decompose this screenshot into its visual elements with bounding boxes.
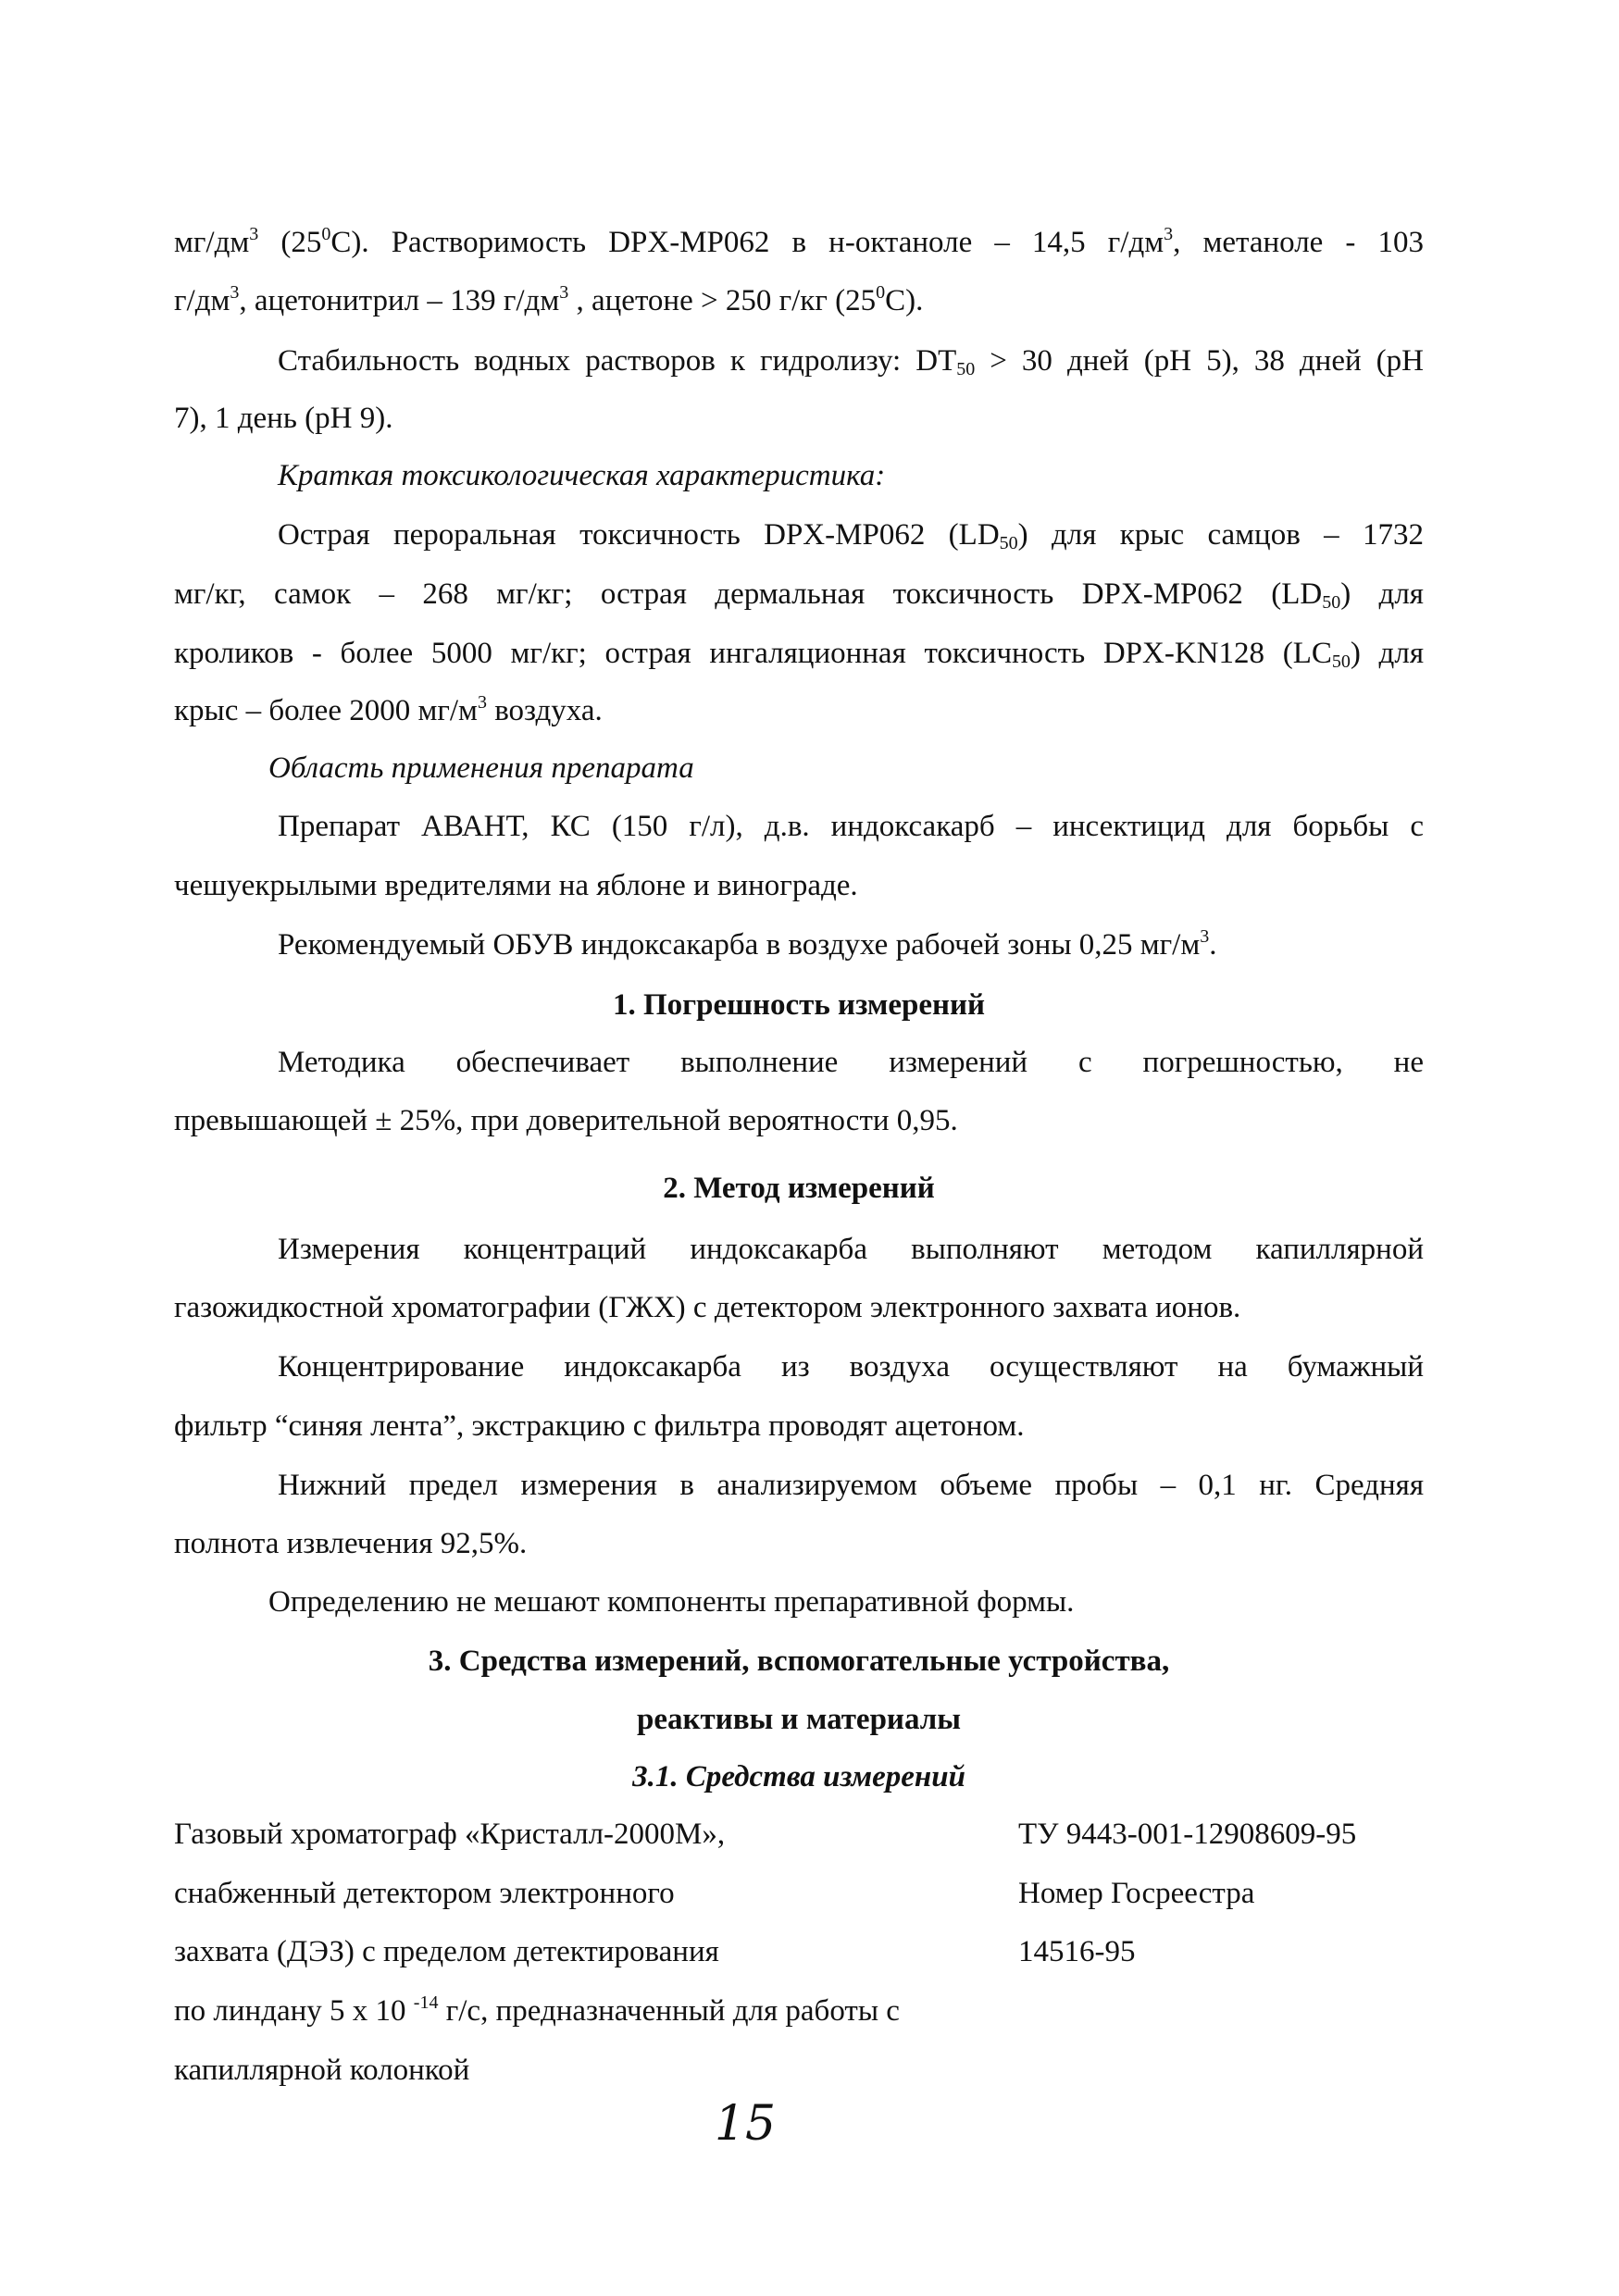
solubility-line-2: $г/дм^3$, ацетонитрил – 139 $г/дм^3$ , ацетоне > 250 г/кг $(25^0С)$. [174,282,924,317]
section-1-line-1: Методика обеспечивает выполнение измерений с погрешностью, не [278,1046,1424,1079]
section-2-p3-line-1: Нижний предел измерения в анализируемом объеме пробы – 0,1 нг. Средняя [278,1469,1424,1502]
instrument-line-2: снабженный детектором электронного [174,1877,675,1910]
spec-registry-label: Номер Госреестра [1018,1877,1255,1910]
instrument-line-1: Газовый хроматограф «Кристалл-2000М», [174,1818,726,1851]
usage-line-1: Препарат АВАНТ, КС (150 г/л), д.в. индоксакарб – инсектицид для борьбы с [278,810,1424,843]
section-3-title-line-2: реактивы и материалы [636,1703,962,1736]
instrument-line-3: захвата (ДЭЗ) с пределом детектирования [174,1935,719,1968]
tox-line-3: кроликов - более 5000 мг/кг; острая ингаляционная токсичность DPX-KN128 $(LC_{50})$ для [174,637,1424,672]
section-1-title: 1. Погрешность измерений [612,988,986,1022]
tox-heading: Краткая токсикологическая характеристика: [278,459,886,492]
section-2-p2-line-1: Концентрирование индоксакарба из воздуха осуществляют на бумажный [278,1350,1424,1384]
usage-line-2: чешуекрылыми вредителями на яблоне и винограде. [174,869,858,902]
tox-line-2: мг/кг, самок – 268 мг/кг; острая дермальная токсичность DPX-MP062 $(LD_{50})$ для [174,577,1424,613]
section-1-line-2: превышающей ± 25%, при доверительной вероятности 0,95. [174,1104,958,1137]
section-2-p1-line-1: Измерения концентраций индоксакарба выполняют методом капиллярной [278,1233,1424,1266]
section-2-p4: Определению не мешают компоненты препаративной формы. [268,1585,1075,1619]
section-2-title: 2. Метод измерений [663,1172,935,1205]
page-number: 15 [714,2096,777,2152]
tox-line-1: Острая пероральная токсичность DPX-MP062 $(LD_{50})$ для крыс самцов – 1732 [278,518,1424,553]
instrument-line-4: по линдану 5 х 10 $^{-14}$ г/с, предназначенный для работы с [174,1992,900,2028]
stability-line-1: Стабильность водных растворов к гидролизу: $DT_{50} > 30$ дней (pH 5), 38 дней (pH [278,344,1424,379]
spec-registry-number: 14516-95 [1018,1935,1136,1968]
obuv-line: Рекомендуемый ОБУВ индоксакарба в воздухе рабочей зоны 0,25 $мг/м^3$. [278,926,1217,962]
section-2-p3-line-2: полнота извлечения 92,5%. [174,1527,528,1560]
tox-line-4: крыс – более 2000 $мг/м^3$ воздуха. [174,692,603,727]
instrument-line-5: капиллярной колонкой [174,2054,470,2087]
section-2-p2-line-2: фильтр “синяя лента”, экстракцию с фильтра проводят ацетоном. [174,1409,1025,1443]
section-2-p1-line-2: газожидкостной хроматографии (ГЖХ) с детектором электронного захвата ионов. [174,1291,1241,1324]
section-3-1-subtitle: 3.1. Средства измерений [632,1760,965,1793]
spec-tu: ТУ 9443-001-12908609-95 [1018,1818,1357,1851]
usage-heading: Область применения препарата [268,751,694,785]
section-3-title-line-1: 3. Средства измерений, вспомогательные устройства, [428,1644,1170,1678]
stability-line-2: 7), 1 день (pH 9). [174,402,393,435]
solubility-line-1: $мг/дм^3$ $(25^0С)$. Растворимость DPX-MP062 в н-октаноле – 14,5 $г/дм^3$, метаноле - 103 [174,224,1424,259]
